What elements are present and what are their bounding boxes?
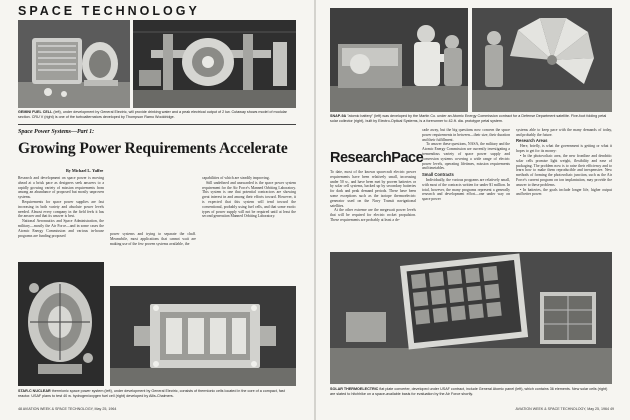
body-column-5 [422, 128, 510, 202]
body-column-2 [110, 232, 196, 246]
paragraph: Still undefined and unawarded is the space power system requirement for the Air Force's Manned Orbiting Laboratory. This system is one that potential contractors are showing great interest in and among their efforts toward. However, it is expected that this system will tend toward the conventional, probably using fuel cells, and that some exotic types of power supply will not be required until at least the second generation Manned Orbiting Laboratory. [202, 180, 296, 219]
paragraph: To date, most of the known spacecraft electric power requirements have been relatively small, increasing under 50 w., and have been met by proven batteries or by solar cell systems, backed up by secondary batteries for dark and peak demand periods. These have been some exceptions such as the isotope thermoelectric generator used on the Navy Transit navigational satellites. [330, 170, 416, 208]
body-column-3 [202, 176, 296, 219]
left-page [0, 0, 314, 420]
article-byline: By Michael L. Yaffee [66, 168, 104, 173]
paragraph: • In the photovoltaic area, the new frontline and dendritic solar cells promise light weight, flexibility and ease of packaging. The problem now is to raise their efficiency and to learn how to make them reproducible and inexpensive. New methods of forming the photovoltaic junction, such as the Air Force's current program on ion implantation, may provide the answer to these problems. [516, 153, 612, 187]
petal-collector-photo [472, 8, 612, 112]
paragraph: • In batteries, the goals include longer life, higher output and better power. [516, 187, 612, 197]
paragraph: Individually, the various programs are relatively small, with most of the contracts written for under $1 million. In total, however, the many programs represent a generally research and development effort—one under way on space power [422, 177, 510, 202]
body-column-1 [18, 176, 104, 238]
paragraph: systems able to keep pace with the many demands of today, and probably the future. [516, 128, 612, 137]
turboalternator-photo [133, 20, 296, 108]
article-title-continuation: ResearchPace [330, 150, 424, 166]
caption-text: (left), under development by General Electric, will provide drinking water and a peak electrical output of 2 kw. Cutaway shows model of modular section. CRU V (right) is one of the turboalternators developed by Thompson Ramo Wooldridge. [18, 110, 287, 119]
paragraph: National Aeronautics and Space Administration, the military—mostly the Air Force—and in some cases the Atomic Energy Commission and various in-house programs are funding proposed [18, 219, 104, 238]
body-column-4 [330, 170, 416, 223]
caption-top-right [330, 114, 612, 123]
paragraph: power systems and trying to separate the chaff. Meanwhile, most applications that cannot wait are making use of the few proven systems available, the [110, 232, 196, 246]
caption-text: "atomic battery" (left) was developed by the Martin Co. under an Atomic Energy Commission contract for a Defense Department satellite. Five-foot folding petal solar collector (right), built by Electro-Optical Systems, is a forerunner to 42-ft. dia. prototype petal system. [330, 114, 607, 123]
caption-text: thermionic space power system (left), under development by General Electric, consists of thermionic cells located in the core of a compact, fast reactor. USAF plans to test 40 w. hydrogen/oxygen fuel cell (right) developed by Allis-Chalmers. [18, 389, 285, 398]
paragraph: Requirements for space power supplies are fast increasing in both variety and absolute power levels needed. Almost every company in the field feels it has the answer and that its answer is best. [18, 199, 104, 219]
page-folio-right: AVIATION WEEK & SPACE TECHNOLOGY, May 25, 1964 49 [515, 407, 614, 411]
paragraph: To answer these questions, NASA, the military and the Atomic Energy Commission are currently investigating a tremendous variety of space power supply and conversion systems covering a wide range of electric power levels, operating lifetimes, mission requirements and timetables. [422, 142, 510, 171]
article-headline: Growing Power Requirements Accelerate [18, 140, 288, 157]
solar-thermoelectric-photo [330, 252, 612, 384]
subhead: Small Contracts [422, 171, 454, 177]
body-column-6 [516, 128, 612, 197]
divider-rule [18, 124, 296, 125]
caption-lead: STAR-C NUCLEAR [18, 389, 51, 393]
fuel-cell-photo [18, 20, 130, 108]
caption-text: flat plate converter, developed under USAF contract, include General Atomic panel (left), which contains 36 elements. New solar cells (right) are slated to hitchhike on a space-available basis for evaluation by the Air Force shortly. [330, 387, 608, 396]
caption-top-left [18, 110, 296, 119]
nuclear-thermionic-photo [18, 262, 104, 386]
caption-bottom-left [18, 389, 296, 398]
fuel-cell-assembly-photo [110, 286, 296, 386]
caption-lead: SOLAR THERMOELECTRIC [330, 387, 379, 391]
right-page [316, 0, 630, 420]
paragraph: Here, briefly, is what the government is getting or what it hopes to get for its money: [516, 144, 612, 154]
caption-bottom-right [330, 387, 612, 396]
snap9a-photo [330, 8, 468, 112]
paragraph: cade away, but the big questions now concern the space power requirements in between—their size, their duration and their fulfillment. [422, 128, 510, 142]
caption-lead: SNAP-9A [330, 114, 347, 118]
paragraph: At the other extreme are the megawatt power levels that will be required for electric rocket propulsion. These requirements are probably at least a de- [330, 208, 416, 222]
article-kicker: Space Power Systems—Part 1: [18, 129, 95, 135]
paragraph: Research and development on space power is moving ahead at a brisk pace as designers seek answers to a rapidly growing variety of mission requirements from among an abundance of proposed but mostly unproven systems. [18, 176, 104, 200]
section-header: SPACE TECHNOLOGY [18, 4, 200, 18]
subhead: Research Areas [516, 138, 548, 144]
caption-lead: GEMINI FUEL CELL [18, 110, 53, 114]
paragraph: capabilities of which are steadily improving. [202, 176, 270, 180]
page-folio-left: 48 AVIATION WEEK & SPACE TECHNOLOGY, May 25, 1964 [18, 407, 117, 411]
